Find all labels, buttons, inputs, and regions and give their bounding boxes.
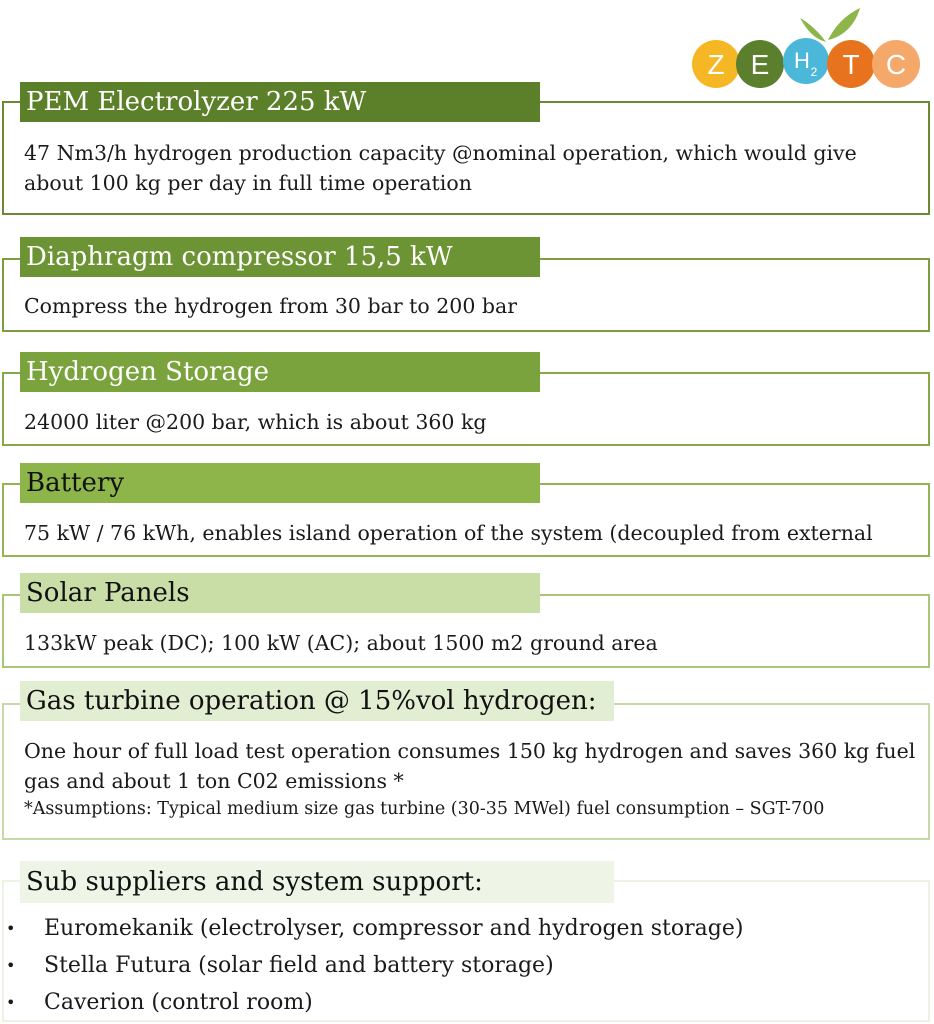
- list-item: [6, 910, 743, 947]
- svg-text:Z: Z: [707, 49, 725, 80]
- solar-description: 133kW peak (DC); 100 kW (AC); about 1500 m2 ground area: [24, 631, 658, 655]
- list-item: [6, 947, 743, 984]
- suppliers-heading: Sub suppliers and system support:: [20, 861, 614, 903]
- battery-heading: Battery: [20, 463, 540, 503]
- bullet-icon: •: [6, 956, 16, 975]
- supplier-label: Caverion (control room): [44, 990, 313, 1015]
- gas-turbine-heading: Gas turbine operation @ 15%vol hydrogen:: [20, 681, 614, 721]
- compressor-description: Compress the hydrogen from 30 bar to 200 bar: [24, 294, 518, 318]
- bullet-icon: •: [6, 993, 16, 1012]
- bullet-icon: •: [6, 919, 16, 938]
- svg-text:H: H: [794, 48, 810, 73]
- storage-description: 24000 liter @200 bar, which is about 360 kg: [24, 410, 487, 434]
- storage-heading: Hydrogen Storage: [20, 352, 540, 392]
- supplier-label: Stella Futura (solar field and battery storage): [44, 953, 554, 978]
- gas-turbine-text: [24, 736, 922, 822]
- battery-description: 75 kW / 76 kWh, enables island operation of the system (decoupled from external: [24, 521, 873, 545]
- supplier-label: Euromekanik (electrolyser, compressor and hydrogen storage): [44, 916, 744, 941]
- svg-text:E: E: [750, 49, 770, 80]
- suppliers-list: [6, 910, 743, 1021]
- assumption-note: *Assumptions: Typical medium size gas turbine (30-35 MWel) fuel consumption – SGT-700: [24, 799, 825, 819]
- svg-text:T: T: [842, 49, 860, 80]
- svg-text:C: C: [885, 49, 907, 80]
- logo-graphic: [688, 6, 926, 90]
- svg-text:2: 2: [810, 65, 818, 79]
- electrolyzer-heading: PEM Electrolyzer 225 kW: [20, 82, 540, 122]
- compressor-heading: Diaphragm compressor 15,5 kW: [20, 237, 540, 277]
- list-item: [6, 984, 743, 1021]
- zeh2tc-logo: [688, 6, 926, 90]
- solar-heading: Solar Panels: [20, 573, 540, 613]
- electrolyzer-description: 47 Nm3/h hydrogen production capacity @nominal operation, which would give about 100 kg per day in full time operation: [24, 141, 857, 195]
- gas-turbine-description: One hour of full load test operation consumes 150 kg hydrogen and saves 360 kg fuel gas and about 1 ton C02 emissions *: [24, 739, 916, 793]
